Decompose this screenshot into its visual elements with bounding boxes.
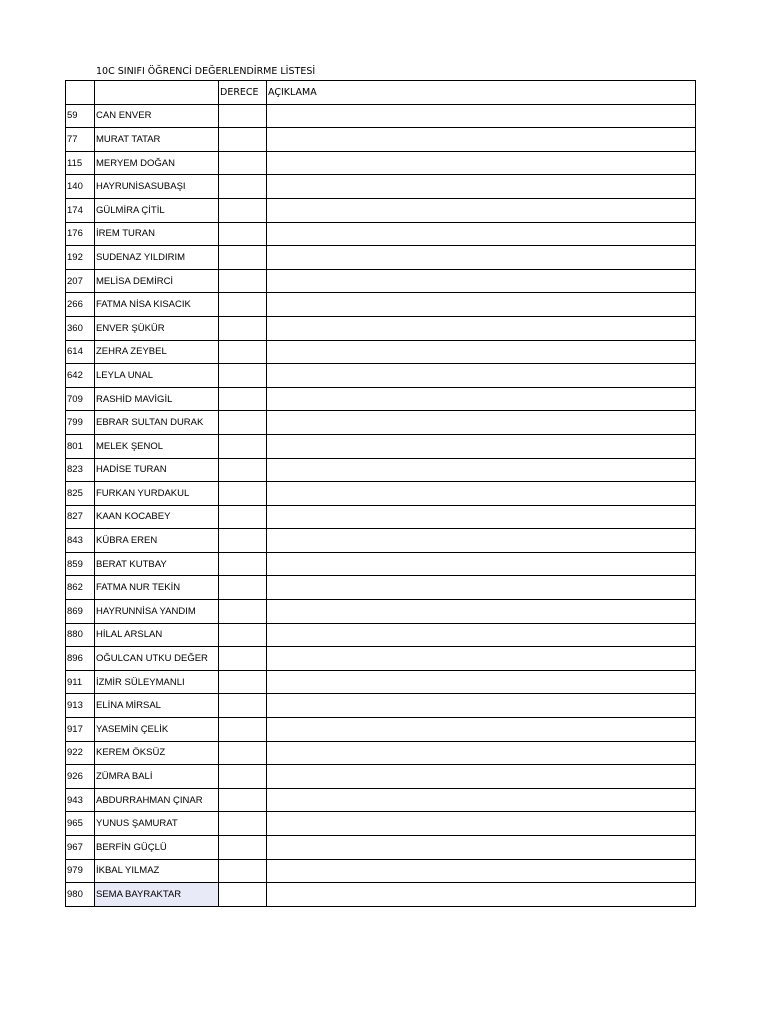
student-name-cell[interactable]: ZEHRA ZEYBEL (95, 340, 219, 364)
header-note-cell[interactable]: AÇIKLAMA (267, 81, 696, 105)
note-cell[interactable] (267, 600, 696, 624)
grade-cell[interactable] (219, 600, 267, 624)
student-name-cell[interactable]: HAYRUNİSASUBAŞI (95, 175, 219, 199)
note-cell[interactable] (267, 741, 696, 765)
table-row (66, 128, 696, 152)
student-number-cell[interactable]: 77 (66, 128, 95, 152)
grade-cell[interactable] (219, 505, 267, 529)
note-cell[interactable] (267, 529, 696, 553)
note-cell[interactable] (267, 269, 696, 293)
note-cell[interactable] (267, 623, 696, 647)
table-row (66, 175, 696, 199)
student-name-cell[interactable]: KAAN KOCABEY (95, 505, 219, 529)
table-row (66, 198, 696, 222)
student-number-cell[interactable]: 59 (66, 104, 95, 128)
student-name-cell[interactable]: YUNUS ŞAMURAT (95, 812, 219, 836)
grade-cell[interactable] (219, 529, 267, 553)
header-row (66, 81, 696, 105)
student-number-cell[interactable]: 642 (66, 364, 95, 388)
student-number-cell[interactable]: 115 (66, 151, 95, 175)
table-row (66, 529, 696, 553)
note-cell[interactable] (267, 812, 696, 836)
note-cell[interactable] (267, 482, 696, 506)
grade-cell[interactable] (219, 434, 267, 458)
student-number-cell[interactable]: 207 (66, 269, 95, 293)
note-cell[interactable] (267, 505, 696, 529)
student-name-cell[interactable]: FATMA NUR TEKİN (95, 576, 219, 600)
grade-cell[interactable] (219, 812, 267, 836)
table-row (66, 340, 696, 364)
note-cell[interactable] (267, 883, 696, 907)
student-number-cell[interactable]: 862 (66, 576, 95, 600)
student-name-cell[interactable]: SEMA BAYRAKTAR (95, 883, 219, 907)
student-name-cell[interactable]: RASHİD MAVİGİL (95, 387, 219, 411)
table-row (66, 316, 696, 340)
note-cell[interactable] (267, 718, 696, 742)
note-cell[interactable] (267, 765, 696, 789)
student-name-cell[interactable]: ELİNA MİRSAL (95, 694, 219, 718)
student-number-cell[interactable]: 869 (66, 600, 95, 624)
student-name-cell[interactable]: ENVER ŞÜKÜR (95, 316, 219, 340)
table-row (66, 411, 696, 435)
student-name-cell[interactable]: YASEMİN ÇELİK (95, 718, 219, 742)
grade-cell[interactable] (219, 222, 267, 246)
grade-cell[interactable] (219, 104, 267, 128)
note-cell[interactable] (267, 387, 696, 411)
grade-cell[interactable] (219, 623, 267, 647)
table-row (66, 812, 696, 836)
grade-cell[interactable] (219, 387, 267, 411)
table-row (66, 576, 696, 600)
note-cell[interactable] (267, 222, 696, 246)
note-cell[interactable] (267, 151, 696, 175)
note-cell[interactable] (267, 836, 696, 860)
student-name-cell[interactable]: KEREM ÖKSÜZ (95, 741, 219, 765)
table-row (66, 269, 696, 293)
student-name-cell[interactable]: LEYLA UNAL (95, 364, 219, 388)
student-number-cell[interactable]: 913 (66, 694, 95, 718)
student-name-cell[interactable]: BERFİN GÜÇLÜ (95, 836, 219, 860)
note-cell[interactable] (267, 458, 696, 482)
student-name-cell[interactable]: HAYRUNNİSA YANDIM (95, 600, 219, 624)
student-number-cell[interactable]: 943 (66, 788, 95, 812)
student-name-cell[interactable]: İZMİR SÜLEYMANLI (95, 670, 219, 694)
note-cell[interactable] (267, 364, 696, 388)
note-cell[interactable] (267, 411, 696, 435)
student-name-cell[interactable]: EBRAR SULTAN DURAK (95, 411, 219, 435)
student-number-cell[interactable]: 965 (66, 812, 95, 836)
grade-cell[interactable] (219, 741, 267, 765)
grade-cell[interactable] (219, 482, 267, 506)
note-cell[interactable] (267, 175, 696, 199)
student-number-cell[interactable]: 922 (66, 741, 95, 765)
table-row (66, 859, 696, 883)
note-cell[interactable] (267, 128, 696, 152)
grade-cell[interactable] (219, 694, 267, 718)
student-number-cell[interactable]: 967 (66, 836, 95, 860)
table-row (66, 104, 696, 128)
student-name-cell[interactable]: HİLAL ARSLAN (95, 623, 219, 647)
note-cell[interactable] (267, 788, 696, 812)
student-name-cell[interactable]: OĞULCAN UTKU DEĞER (95, 647, 219, 671)
grade-cell[interactable] (219, 718, 267, 742)
student-number-cell[interactable]: 823 (66, 458, 95, 482)
student-name-cell[interactable]: CAN ENVER (95, 104, 219, 128)
student-number-cell[interactable]: 979 (66, 859, 95, 883)
student-grade-table (65, 80, 696, 907)
student-number-cell[interactable]: 926 (66, 765, 95, 789)
table-row (66, 600, 696, 624)
grade-cell[interactable] (219, 411, 267, 435)
note-cell[interactable] (267, 647, 696, 671)
grade-cell[interactable] (219, 883, 267, 907)
student-number-cell[interactable]: 859 (66, 552, 95, 576)
grade-cell[interactable] (219, 198, 267, 222)
grade-cell[interactable] (219, 293, 267, 317)
student-name-cell[interactable]: SUDENAZ YILDIRIM (95, 246, 219, 270)
table-row (66, 647, 696, 671)
note-cell[interactable] (267, 293, 696, 317)
table-row (66, 387, 696, 411)
grade-cell[interactable] (219, 458, 267, 482)
student-name-cell[interactable]: İKBAL YILMAZ (95, 859, 219, 883)
table-row (66, 718, 696, 742)
note-cell[interactable] (267, 670, 696, 694)
student-number-cell[interactable]: 911 (66, 670, 95, 694)
grade-cell[interactable] (219, 128, 267, 152)
student-number-cell[interactable]: 140 (66, 175, 95, 199)
grade-cell[interactable] (219, 788, 267, 812)
table-row (66, 741, 696, 765)
student-number-cell[interactable]: 360 (66, 316, 95, 340)
table-row (66, 694, 696, 718)
table-row (66, 293, 696, 317)
header-number-cell[interactable] (66, 81, 95, 105)
note-cell[interactable] (267, 246, 696, 270)
grade-cell[interactable] (219, 316, 267, 340)
student-name-cell[interactable]: MERYEM DOĞAN (95, 151, 219, 175)
table-row (66, 883, 696, 907)
student-number-cell[interactable]: 825 (66, 482, 95, 506)
student-name-cell[interactable]: İREM TURAN (95, 222, 219, 246)
student-name-cell[interactable]: ZÜMRA BALİ (95, 765, 219, 789)
table-row (66, 482, 696, 506)
student-name-cell[interactable]: KÜBRA EREN (95, 529, 219, 553)
table-row (66, 222, 696, 246)
student-name-cell[interactable]: GÜLMİRA ÇİTİL (95, 198, 219, 222)
note-cell[interactable] (267, 576, 696, 600)
table-row (66, 552, 696, 576)
student-number-cell[interactable]: 192 (66, 246, 95, 270)
student-number-cell[interactable]: 266 (66, 293, 95, 317)
grade-cell[interactable] (219, 859, 267, 883)
grade-cell[interactable] (219, 647, 267, 671)
student-name-cell[interactable]: FATMA NİSA KISACIK (95, 293, 219, 317)
note-cell[interactable] (267, 316, 696, 340)
note-cell[interactable] (267, 694, 696, 718)
student-number-cell[interactable]: 880 (66, 623, 95, 647)
table-row (66, 836, 696, 860)
student-name-cell[interactable]: MELEK ŞENOL (95, 434, 219, 458)
note-cell[interactable] (267, 104, 696, 128)
student-name-cell[interactable]: MURAT TATAR (95, 128, 219, 152)
note-cell[interactable] (267, 859, 696, 883)
table-row (66, 623, 696, 647)
student-number-cell[interactable]: 176 (66, 222, 95, 246)
header-grade-cell[interactable]: DERECE (219, 81, 267, 105)
header-name-cell[interactable] (95, 81, 219, 105)
grade-cell[interactable] (219, 765, 267, 789)
table-row (66, 151, 696, 175)
table-row (66, 788, 696, 812)
grade-cell[interactable] (219, 151, 267, 175)
grade-cell[interactable] (219, 552, 267, 576)
student-number-cell[interactable]: 827 (66, 505, 95, 529)
grade-cell[interactable] (219, 340, 267, 364)
table-body (66, 81, 696, 907)
grade-cell[interactable] (219, 576, 267, 600)
student-number-cell[interactable]: 801 (66, 434, 95, 458)
grade-cell[interactable] (219, 670, 267, 694)
table-row (66, 765, 696, 789)
note-cell[interactable] (267, 434, 696, 458)
sheet-title: 10C SINIFI ÖĞRENCİ DEĞERLENDİRME LİSTESİ (96, 66, 316, 77)
table-row (66, 458, 696, 482)
student-number-cell[interactable]: 174 (66, 198, 95, 222)
student-number-cell[interactable]: 896 (66, 647, 95, 671)
student-name-cell[interactable]: ABDURRAHMAN ÇINAR (95, 788, 219, 812)
grade-cell[interactable] (219, 364, 267, 388)
table-row (66, 246, 696, 270)
student-number-cell[interactable]: 917 (66, 718, 95, 742)
note-cell[interactable] (267, 340, 696, 364)
student-number-cell[interactable]: 709 (66, 387, 95, 411)
note-cell[interactable] (267, 198, 696, 222)
grade-cell[interactable] (219, 269, 267, 293)
grade-cell[interactable] (219, 246, 267, 270)
student-number-cell[interactable]: 799 (66, 411, 95, 435)
table-row (66, 364, 696, 388)
student-number-cell[interactable]: 843 (66, 529, 95, 553)
student-number-cell[interactable]: 980 (66, 883, 95, 907)
student-name-cell[interactable]: BERAT KUTBAY (95, 552, 219, 576)
student-name-cell[interactable]: FURKAN YURDAKUL (95, 482, 219, 506)
table-row (66, 434, 696, 458)
note-cell[interactable] (267, 552, 696, 576)
table-row (66, 670, 696, 694)
grade-cell[interactable] (219, 836, 267, 860)
student-number-cell[interactable]: 614 (66, 340, 95, 364)
table-row (66, 505, 696, 529)
student-name-cell[interactable]: MELİSA DEMİRCİ (95, 269, 219, 293)
grade-cell[interactable] (219, 175, 267, 199)
student-name-cell[interactable]: HADİSE TURAN (95, 458, 219, 482)
